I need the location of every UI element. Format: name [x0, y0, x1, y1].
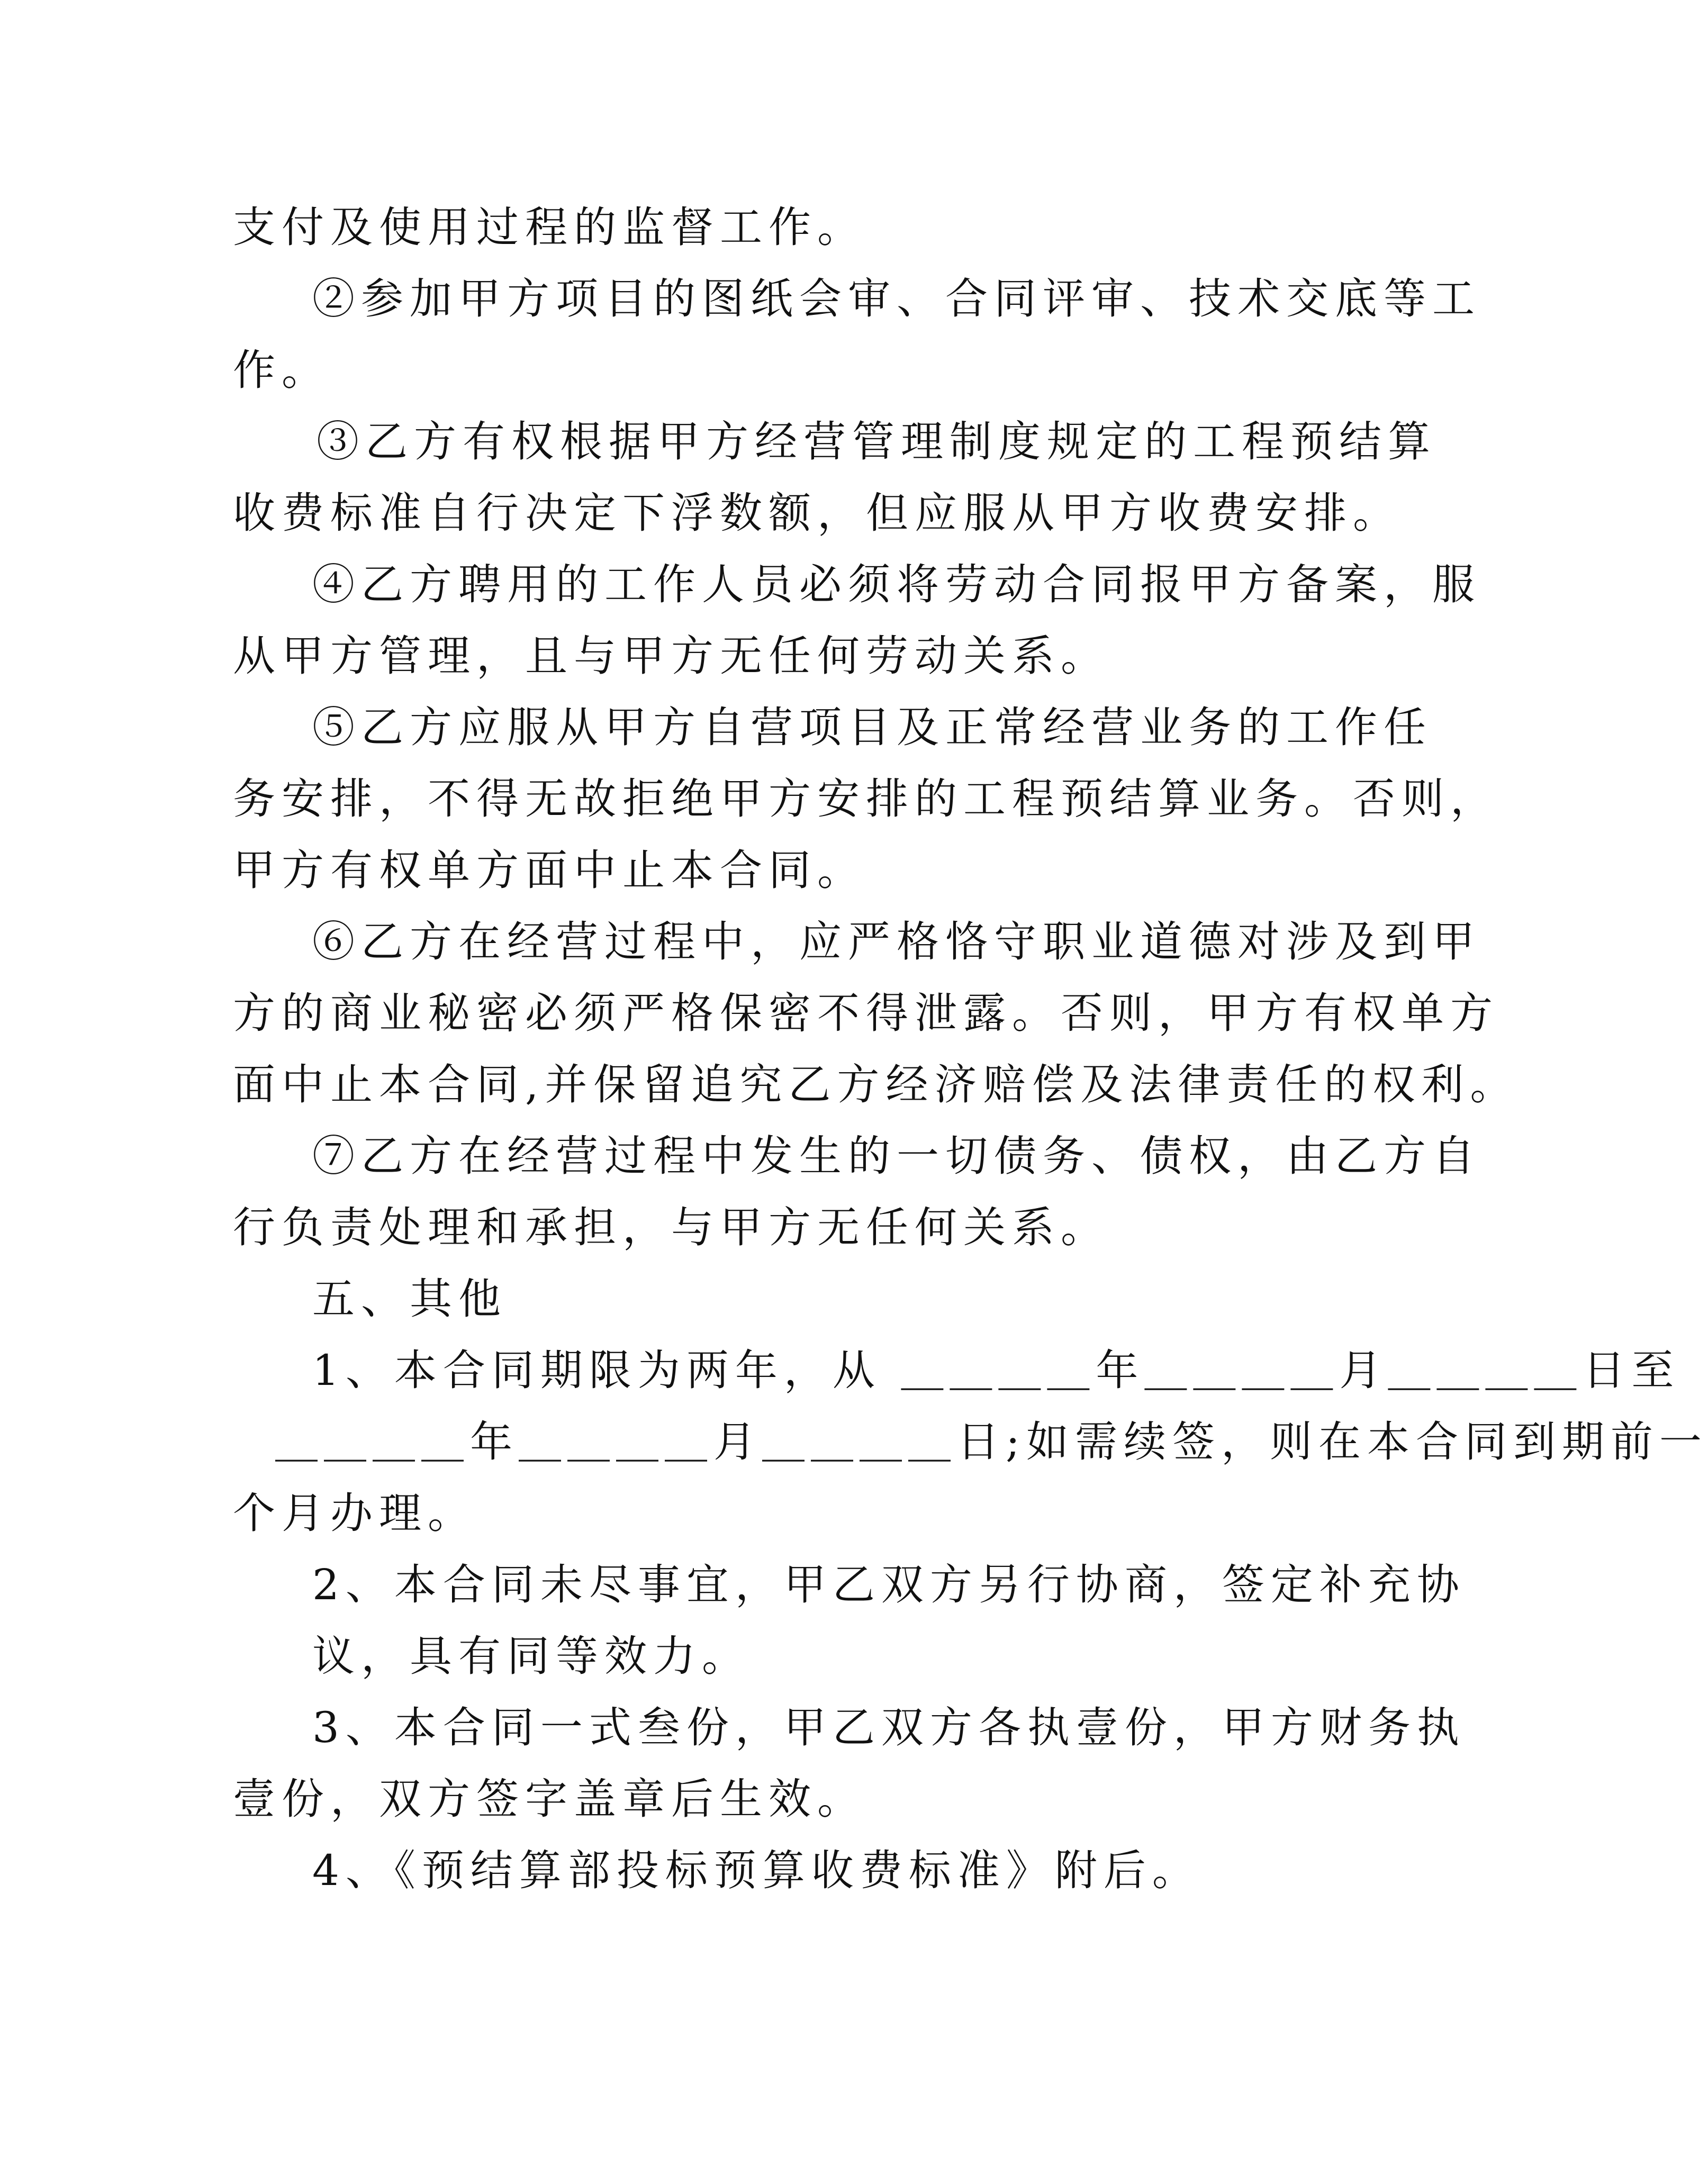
text-line-15: 行负责处理和承担，与甲方无任何关系。 — [233, 1203, 1109, 1252]
text-line-20: 2、本合同未尽事宜，甲乙双方另行协商，签定补充协 — [312, 1560, 1466, 1609]
text-line-23: 壹份，双方签字盖章后生效。 — [233, 1774, 866, 1824]
text-line-7: 从甲方管理，且与甲方无任何劳动关系。 — [233, 631, 1109, 681]
text-line-9: 务安排，不得无故拒绝甲方安排的工程预结算业务。否则， — [233, 774, 1499, 823]
text-line-4: ③乙方有权根据甲方经营管理制度规定的工程预结算 — [317, 417, 1436, 466]
text-line-8: ⑤乙方应服从甲方自营项目及正常经营业务的工作任 — [312, 703, 1432, 752]
text-line-3: 作。 — [233, 346, 330, 395]
text-line-1: 支付及使用过程的监督工作。 — [233, 203, 866, 252]
text-line-17: 1、本合同期限为两年，从 ＿＿＿＿年＿＿＿＿月＿＿＿＿日至 — [312, 1346, 1680, 1395]
text-line-10: 甲方有权单方面中止本合同。 — [233, 846, 866, 895]
text-line-12: 方的商业秘密必须严格保密不得泄露。否则，甲方有权单方 — [233, 989, 1499, 1038]
text-line-13: 面中止本合同,并保留追究乙方经济赔偿及法律责任的权利。 — [233, 1060, 1519, 1109]
text-line-14: ⑦乙方在经营过程中发生的一切债务、债权，由乙方自 — [312, 1131, 1481, 1181]
text-line-5: 收费标准自行决定下浮数额，但应服从甲方收费安排。 — [233, 488, 1402, 538]
text-line-22: 3、本合同一式叁份，甲乙双方各执壹份，甲方财务执 — [312, 1703, 1466, 1752]
section-heading-other: 五、其他 — [312, 1274, 507, 1324]
text-line-24: 4、《预结算部投标预算收费标准》附后。 — [312, 1846, 1201, 1895]
text-line-6: ④乙方聘用的工作人员必须将劳动合同报甲方备案，服 — [312, 560, 1481, 609]
text-line-21: 议，具有同等效力。 — [312, 1632, 751, 1681]
text-line-11: ⑥乙方在经营过程中，应严格恪守职业道德对涉及到甲 — [312, 917, 1481, 966]
text-line-18: ＿＿＿＿年＿＿＿＿月＿＿＿＿日;如需续签，则在本合同到期前一 — [275, 1417, 1708, 1466]
text-line-19: 个月办理。 — [233, 1489, 476, 1538]
text-line-2: ②参加甲方项目的图纸会审、合同评审、技术交底等工 — [312, 274, 1481, 323]
